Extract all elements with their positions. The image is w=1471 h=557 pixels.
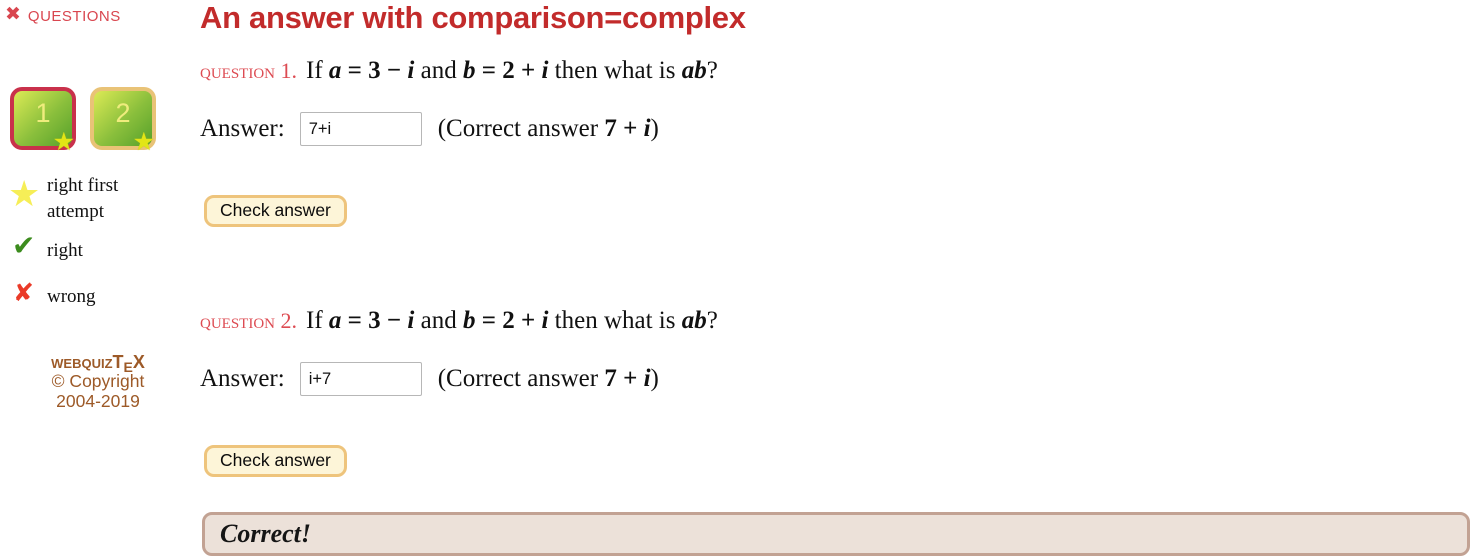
cross-icon: ✘ [13,278,34,307]
answer-input-1[interactable] [300,112,422,146]
answer-input-2[interactable] [300,362,422,396]
copyright-line: © Copyright [51,371,145,392]
question-2-label: question 2. [200,308,297,333]
correct-answer-note-2: (Correct answer 7 + i) [437,365,659,392]
copyright-years: 2004-2019 [56,390,140,411]
check-answer-button-2[interactable]: Check answer [204,445,347,477]
question-1-answer-row [200,112,659,146]
correct-answer-note-1: (Correct answer 7 + i) [437,115,659,142]
question-2-math: If a = 3 − i and b = 2 + i then what is ab? [306,307,718,334]
question-1-math: If a = 3 − i and b = 2 + i then what is ab? [306,57,718,84]
answer-label: Answer: [200,115,285,142]
question-button-1-number: 1 [35,98,51,128]
question-2-text [200,307,718,335]
star-icon: ★ [52,127,75,156]
question-1-label: question 1. [200,58,297,83]
question-2-answer-row [200,362,659,396]
check-icon: ✔ [12,229,36,262]
question-button-1[interactable] [10,87,76,156]
question-button-2-number: 2 [115,98,131,128]
feedback-text: Correct! [220,519,311,548]
star-icon: ★ [132,127,155,156]
sidebar-footer [0,352,196,411]
answer-label: Answer: [200,365,285,392]
star-icon: ★ [8,174,41,215]
legend-label-wrong: wrong [47,286,96,307]
sidebar-title: questions [27,1,121,26]
question-button-2[interactable] [90,87,156,156]
feedback-banner [202,512,1470,556]
webquiztex-logo: webquizTEX [51,352,145,375]
legend-label-right: right [47,240,83,261]
close-icon[interactable]: ✖ [5,2,21,25]
check-answer-button-1[interactable]: Check answer [204,195,347,227]
page-title: An answer with comparison=complex [200,0,746,35]
question-nav [10,87,156,156]
legend-label-right-first-attempt: right first attempt [47,175,119,222]
sidebar-header [5,1,121,27]
question-1-text [200,57,718,85]
